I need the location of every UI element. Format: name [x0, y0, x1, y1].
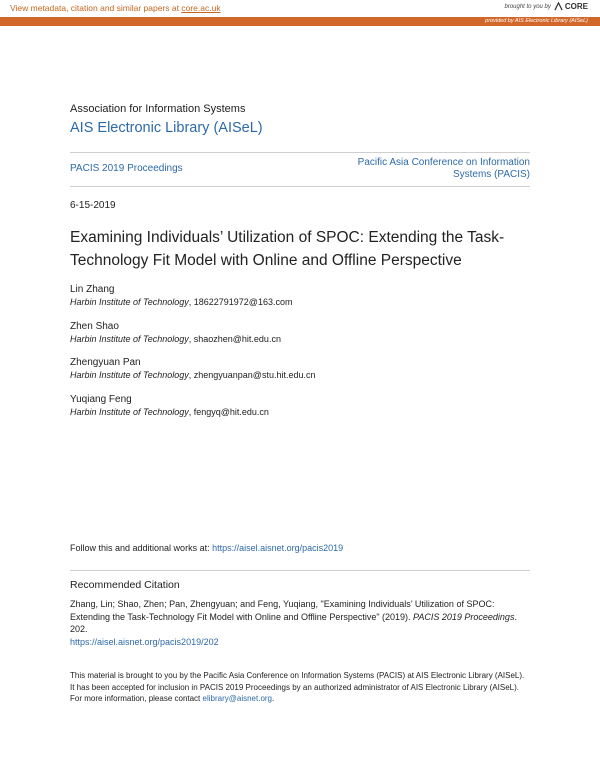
author-entry — [70, 320, 281, 346]
footer-notice — [70, 670, 530, 705]
core-banner — [0, 0, 600, 17]
author-entry — [70, 283, 292, 309]
author-affiliation: Harbin Institute of Technology — [70, 370, 189, 380]
footer-end: . — [272, 694, 275, 703]
view-metadata-text: View metadata, citation and similar papers at — [10, 3, 182, 13]
core-banner-text — [10, 3, 221, 13]
author-entry — [70, 393, 269, 419]
author-entry — [70, 356, 315, 382]
author-contact: , 18622791972@163.com — [188, 297, 293, 307]
contact-email-link[interactable]: elibrary@aisnet.org — [202, 694, 272, 703]
author-affiliation: Harbin Institute of Technology — [70, 297, 189, 307]
brought-by-text: brought to you by — [504, 3, 551, 10]
author-name: Yuqiang Feng — [70, 394, 132, 405]
divider — [70, 152, 530, 153]
provided-by-bar — [0, 17, 600, 26]
follow-link[interactable]: https://aisel.aisnet.org/pacis2019 — [212, 543, 344, 553]
publication-date: 6-15-2019 — [70, 200, 116, 211]
author-name: Lin Zhang — [70, 284, 115, 295]
conference-link[interactable]: Pacific Asia Conference on Information Systems (PACIS) — [357, 157, 530, 180]
follow-text — [70, 543, 343, 553]
divider — [70, 570, 530, 571]
author-name: Zhen Shao — [70, 321, 119, 332]
divider — [70, 186, 530, 187]
author-affiliation: Harbin Institute of Technology — [70, 407, 189, 417]
footer-text: This material is brought to you by the Pacific Asia Conference on Information Systems (PACIS) at AIS Electronic Library (AISeL). It has been accepted for inclusion in PACIS 2019 Proceedings by an authorized administrator of AIS Electronic Library (AISeL). For more information, please contact — [70, 671, 525, 703]
core-link[interactable]: core.ac.uk — [181, 3, 221, 13]
core-logo-label: CORE — [564, 2, 588, 11]
paper-title: Examining Individuals’ Utilization of SPOC: Extending the Task-Technology Fit Model with Online and Offline Perspective — [70, 229, 505, 269]
brought-by — [505, 2, 589, 11]
author-contact: , shaozhen@hit.edu.cn — [188, 334, 281, 344]
association-name: Association for Information Systems — [70, 103, 246, 115]
author-contact: , zhengyuanpan@stu.hit.edu.cn — [188, 370, 316, 380]
recommended-citation-heading: Recommended Citation — [70, 579, 180, 591]
core-logo-icon — [554, 2, 563, 11]
citation-plain: Zhang, Lin; Shao, Zhen; Pan, Zhengyuan; and Feng, Yuqiang, "Examining Individuals’ Utilization of SPOC: Extending the Task-Technology Fit Model with Online and Offline Perspective" (2019). — [70, 599, 495, 622]
proceedings-link[interactable]: PACIS 2019 Proceedings — [70, 163, 183, 174]
author-contact: , fengyq@hit.edu.cn — [188, 407, 269, 417]
core-logo[interactable] — [554, 2, 588, 11]
library-link[interactable]: AIS Electronic Library (AISeL) — [70, 120, 263, 136]
author-name: Zhengyuan Pan — [70, 357, 141, 368]
citation-number: . 202. — [70, 611, 517, 634]
citation-text — [70, 598, 530, 648]
author-affiliation: Harbin Institute of Technology — [70, 334, 189, 344]
citation-venue: PACIS 2019 Proceedings — [413, 611, 515, 622]
follow-label: Follow this and additional works at: — [70, 543, 213, 553]
citation-link[interactable]: https://aisel.aisnet.org/pacis2019/202 — [70, 636, 219, 647]
provided-by-text: provided by AIS Electronic Library (AISeL) — [485, 18, 588, 24]
